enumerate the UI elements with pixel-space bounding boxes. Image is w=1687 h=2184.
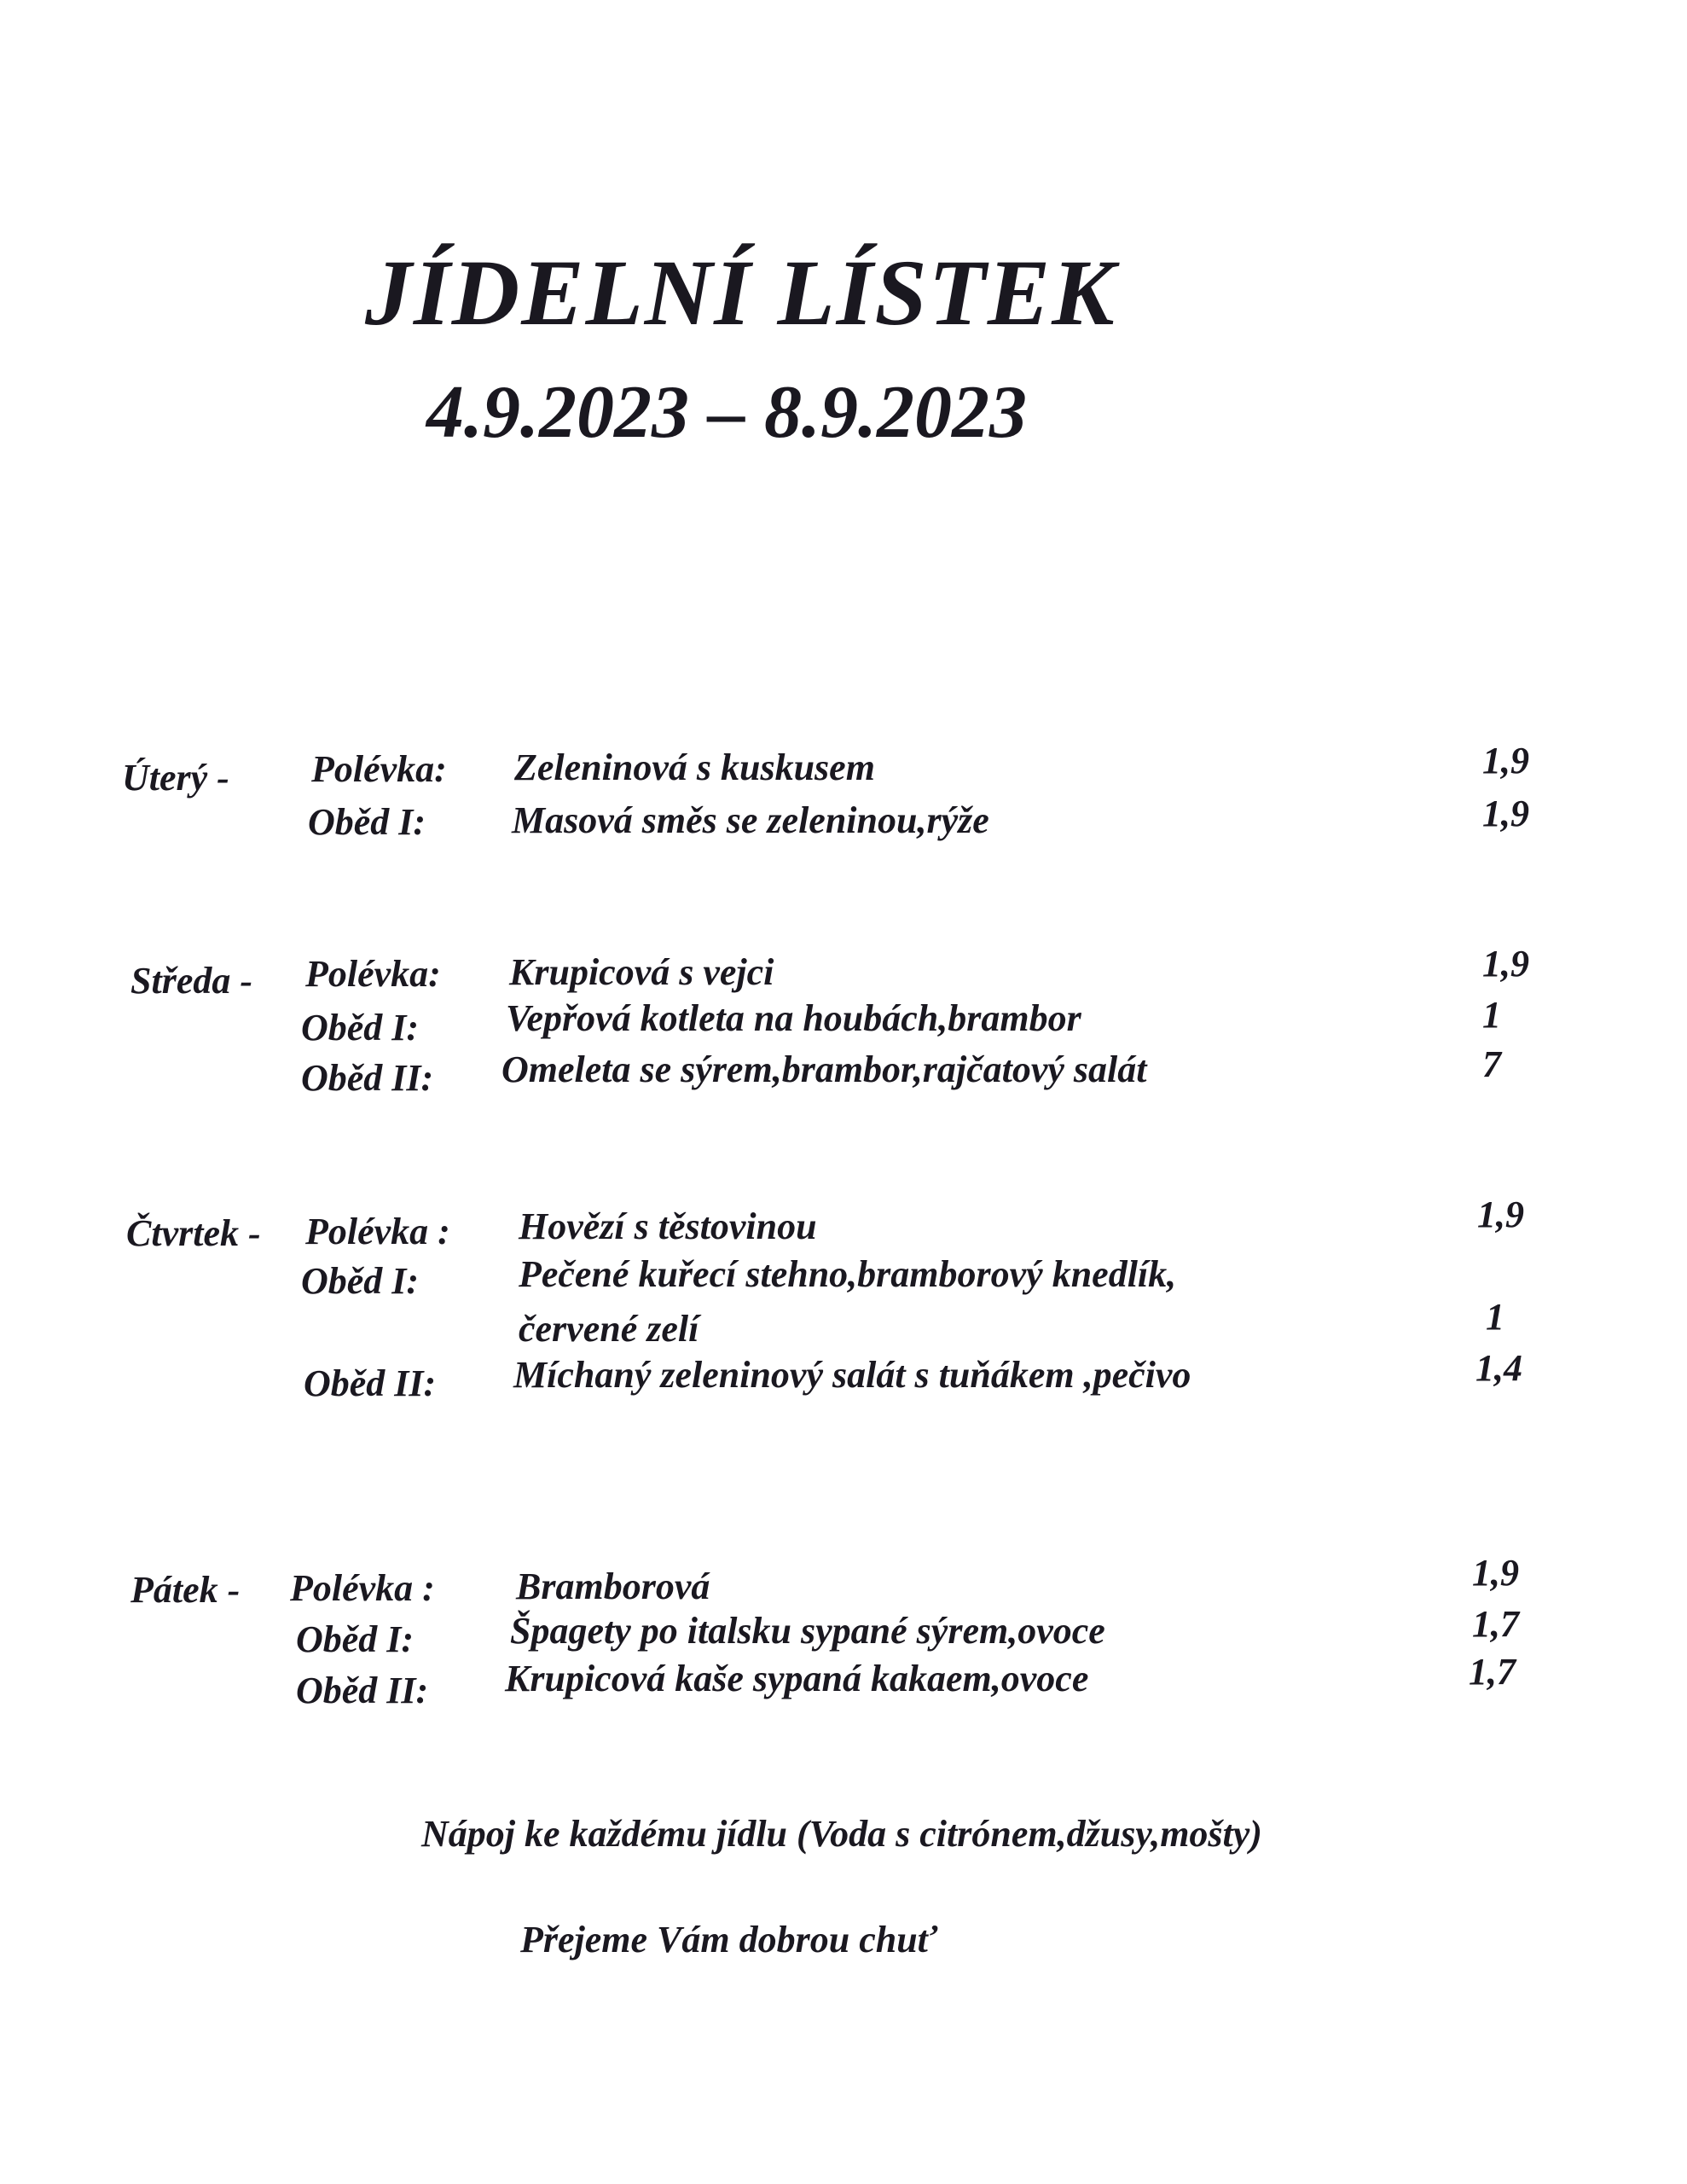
allergen-code: 1,7: [1469, 1651, 1516, 1693]
dish-name: Vepřová kotleta na houbách,brambor: [506, 997, 1081, 1039]
day-label: Pátek -: [130, 1569, 241, 1611]
dish-name: Masová směs se zeleninou,rýže: [512, 799, 989, 841]
dish-name: Pečené kuřecí stehno,bramborový knedlík,: [519, 1253, 1177, 1295]
allergen-code: 1,9: [1482, 943, 1529, 985]
allergen-code: 1,4: [1475, 1347, 1522, 1389]
allergen-code: 1: [1486, 1296, 1504, 1338]
drink-note: Nápoj ke každému jídlu (Voda s citrónem,džusy,mošty): [421, 1813, 1262, 1855]
allergen-code: 1,9: [1482, 793, 1529, 834]
allergen-code: 1,9: [1477, 1194, 1524, 1235]
dish-name: Omeleta se sýrem,brambor,rajčatový salát: [501, 1048, 1147, 1090]
day-label: Středa -: [130, 960, 252, 1002]
allergen-code: 1,7: [1472, 1603, 1519, 1645]
course-label: Oběd II:: [296, 1670, 429, 1711]
allergen-code: 7: [1482, 1043, 1501, 1085]
allergen-code: 1,9: [1472, 1552, 1519, 1594]
day-label: Úterý -: [122, 757, 229, 799]
course-label: Polévka :: [290, 1567, 435, 1609]
course-label: Oběd I:: [301, 1007, 420, 1048]
course-label: Polévka:: [311, 748, 447, 790]
date-range: 4.9.2023 – 8.9.2023: [426, 371, 1027, 454]
course-label: Oběd II:: [304, 1362, 437, 1404]
dish-name: Krupicová s vejci: [509, 951, 774, 993]
dish-name-continued: červené zelí: [519, 1308, 699, 1350]
course-label: Oběd I:: [296, 1618, 415, 1660]
day-label: Čtvrtek -: [126, 1212, 261, 1254]
dish-name: Krupicová kaše sypaná kakaem,ovoce: [505, 1658, 1089, 1699]
dish-name: Špagety po italsku sypané sýrem,ovoce: [510, 1610, 1105, 1652]
dish-name: Hovězí s těstovinou: [519, 1205, 817, 1247]
course-label: Oběd I:: [301, 1260, 420, 1302]
dish-name: Míchaný zeleninový salát s tuňákem ,pečivo: [513, 1354, 1191, 1396]
dish-name: Zeleninová s kuskusem: [514, 746, 875, 788]
closing-wish: Přejeme Vám dobrou chuť: [520, 1919, 938, 1960]
course-label: Polévka:: [305, 953, 441, 995]
dish-name: Bramborová: [516, 1565, 710, 1607]
course-label: Oběd I:: [308, 801, 426, 843]
menu-title: JÍDELNÍ LÍSTEK: [365, 241, 1116, 345]
allergen-code: 1,9: [1482, 740, 1529, 781]
course-label: Polévka :: [305, 1211, 450, 1252]
course-label: Oběd II:: [301, 1057, 434, 1099]
allergen-code: 1: [1482, 994, 1501, 1036]
